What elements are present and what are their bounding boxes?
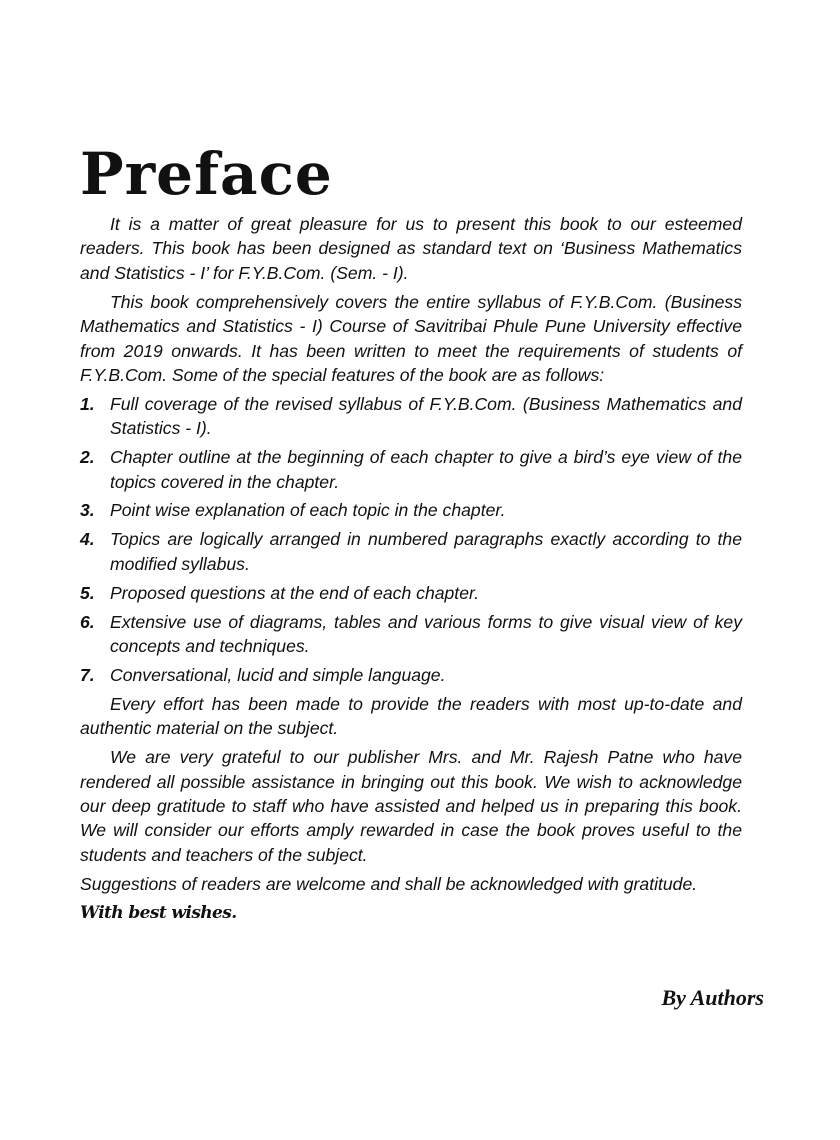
list-item [80,392,742,441]
signature-line: By Authors [661,985,764,1010]
list-item-number: 7. [80,664,95,685]
list-item-text: Full coverage of the revised syllabus of F.Y.B.Com. (Business Mathematics and Statistics - I). [110,393,742,439]
list-item [80,527,742,576]
suggestions-line: Suggestions of readers are welcome and shall be acknowledged with gratitude. [80,873,698,894]
gratitude-paragraph: We are very grateful to our publisher Mrs. and Mr. Rajesh Patne who have rendered all possible assistance in bringing out this book. We wish to acknowledge our deep gratitude to staff who have assisted and helped us in preparing this book. We will consider our efforts amply rewarded in case the book proves useful to the students and teachers of the subject. [80,747,742,865]
list-item-text: Conversational, lucid and simple language. [110,664,446,685]
list-item-number: 6. [80,611,95,632]
list-item-text: Chapter outline at the beginning of each chapter to give a bird’s eye view of the topics covered in the chapter. [110,447,742,492]
features-list [80,392,742,687]
list-item-number: 1. [80,393,95,414]
intro-paragraph: It is a matter of great pleasure for us to present this book to our esteemed readers. This book has been designed as standard text on ‘Business Mathematics and Statistics - I’ for F.Y.B.Com. (Sem. - I). [80,214,742,283]
list-item-text: Point wise explanation of each topic in the chapter. [110,500,506,521]
list-item-text: Extensive use of diagrams, tables and various forms to give visual view of key concepts and techniques. [110,611,742,656]
list-item [80,498,742,522]
preface-body [80,212,742,925]
list-item-text: Topics are logically arranged in numbered paragraphs exactly according to the modified syllabus. [110,529,742,574]
list-item-number: 3. [80,500,95,521]
list-item-number: 5. [80,582,95,603]
list-item [80,581,742,605]
page-title: Preface [80,140,333,208]
best-wishes-line: With best wishes. [80,902,237,923]
list-item [80,445,742,494]
list-item [80,610,742,659]
effort-paragraph: Every effort has been made to provide the readers with most up-to-date and authentic material on the subject. [80,693,742,739]
list-item-text: Proposed questions at the end of each chapter. [110,582,480,603]
list-item-number: 2. [80,447,95,468]
coverage-paragraph: This book comprehensively covers the entire syllabus of F.Y.B.Com. (Business Mathematics and Statistics - I) Course of Savitribai Phule Pune University effective from 2019 onwards. It has been written to meet the requirements of students of F.Y.B.Com. Some of the special features of the book are as follows: [80,291,742,385]
list-item-number: 4. [80,529,95,550]
list-item [80,663,742,687]
